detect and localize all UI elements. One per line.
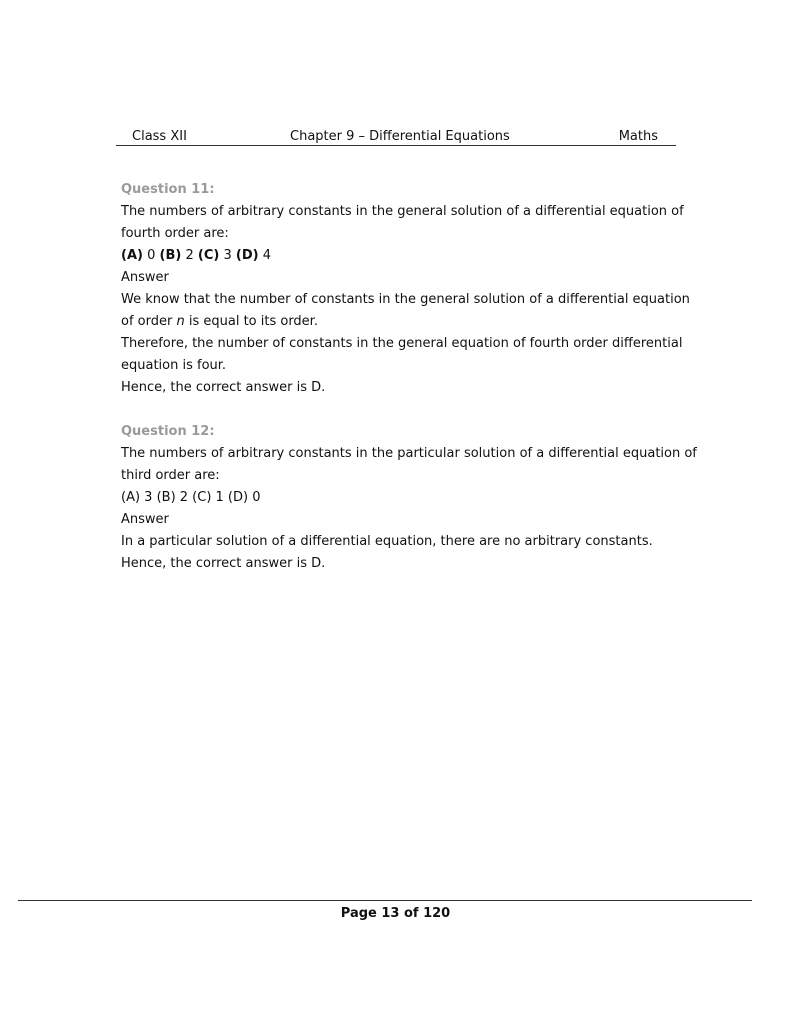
option-value: 3 — [223, 248, 232, 263]
question-text-line: fourth order are: — [121, 226, 229, 241]
answer-text-line: In a particular solution of a differential equation, there are no arbitrary constants. — [121, 534, 653, 549]
answer-text: is equal to its order. — [184, 314, 318, 329]
question-text-line: The numbers of arbitrary constants in the general solution of a differential equation of — [121, 204, 684, 219]
answer-text-line — [121, 311, 681, 333]
answer-text-line: We know that the number of constants in the general solution of a differential equation — [121, 292, 690, 307]
page-number: Page 13 of 120 — [340, 906, 451, 921]
answer-text-line: equation is four. — [121, 358, 227, 373]
option-label: (C) — [197, 248, 220, 263]
page-header — [116, 128, 676, 146]
question-text-line: third order are: — [121, 468, 220, 483]
option-value: 4 — [262, 248, 271, 263]
question-title: Question 12: — [121, 424, 215, 439]
question-11 — [121, 179, 690, 399]
question-title: Question 11: — [121, 182, 215, 197]
option-value: 0 — [147, 248, 156, 263]
option-label: (A) — [121, 248, 143, 263]
question-options: (A) 3 (B) 2 (C) 1 (D) 0 — [121, 490, 261, 505]
page-content — [121, 179, 697, 575]
option-label: (B) — [159, 248, 182, 263]
header-class: Class XII — [132, 129, 187, 144]
header-chapter: Chapter 9 – Differential Equations — [290, 129, 510, 144]
option-value: 2 — [185, 248, 194, 263]
question-options — [121, 245, 681, 267]
option-label: (D) — [235, 248, 259, 263]
answer-text-line: Therefore, the number of constants in the general equation of fourth order differential — [121, 336, 683, 351]
footer-divider — [18, 900, 752, 901]
variable-n: n — [176, 314, 185, 329]
question-12 — [121, 421, 697, 575]
answer-label: Answer — [121, 512, 169, 527]
section-spacer — [121, 399, 681, 421]
answer-text-line: Hence, the correct answer is D. — [121, 380, 326, 395]
question-text-line: The numbers of arbitrary constants in the particular solution of a differential equation of — [121, 446, 697, 461]
header-subject: Maths — [618, 129, 658, 144]
answer-text-line: Hence, the correct answer is D. — [121, 556, 326, 571]
answer-text: of order — [121, 314, 177, 329]
answer-label: Answer — [121, 270, 169, 285]
